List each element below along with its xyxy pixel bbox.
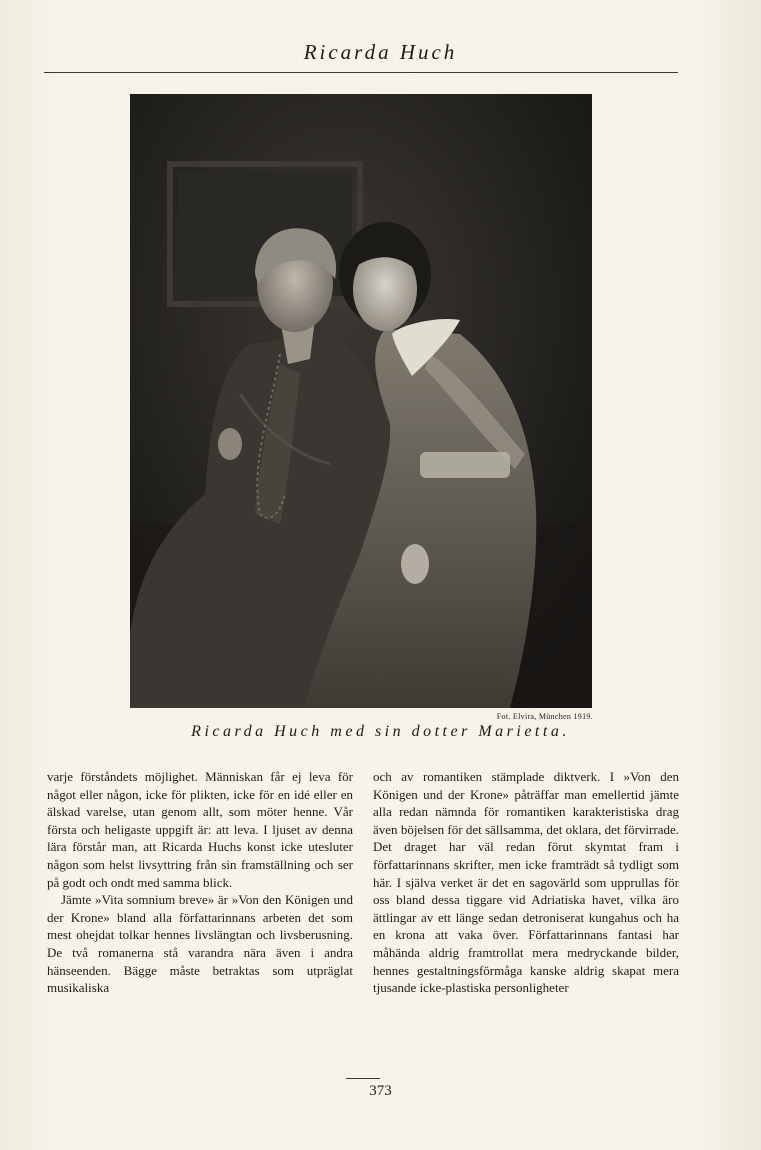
left-text-column	[47, 768, 353, 997]
folio-rule	[346, 1078, 380, 1079]
page-number: 373	[369, 1083, 392, 1099]
paragraph: Jämte »Vita somnium breve» är »Von den Königen und der Krone» bland alla författarinnans arbeten det som mest ohejdat tolkar hennes livslängtan och livsberusning. De två romanerna stå varandra nära även i andra hänseenden. Bägge måste betraktas som utpräglat musikaliska	[47, 892, 353, 996]
running-head: Ricarda Huch	[303, 40, 458, 64]
header-rule	[44, 72, 678, 73]
paragraph: och av romantiken stämplade diktverk. I »Von den Königen und der Krone» påträffar man emellertid jämte alla redan nämnda för romantiken karakteristiska drag även böjelsen för det sällsamma, det oklara, det förvirrade. Det draget har väl redan förut skymtat fram i författarinnans skrifter, men icke framträdt så tydligt som här. I själva verket är det en sagovärld som upprullas för oss bland dessa tiggare vid Adriatiska havet, vilka äro ättlingar av ett länge sedan detroniserat kungahus och ha en krona att vaka över. Författarinnans fantasi har måhända aldrig framtrollat mera medryckande bilder, hennes gestaltningsförmåga kanske aldrig skapat mera tjusande icke-plastiska personligheter	[373, 769, 679, 996]
photo-caption: Ricarda Huch med sin dotter Marietta.	[191, 723, 570, 740]
right-text-column	[373, 768, 679, 997]
portrait-photograph	[130, 94, 592, 708]
paragraph: varje förståndets möjlighet. Människan får ej leva för något eller någon, icke för plikten, icke för en idé eller en älskad varelse, utan genom allt, som möter henne. Vår första och heligaste uppgift är: att leva. I ljuset av denna lära förstår man, att Ricarda Huchs konst icke utesluter någon som helst livsyttring från sin framställning och ser på godt och ondt med samma blick.	[47, 769, 353, 890]
photo-credit: Fot. Elvira, München 1919.	[496, 712, 593, 721]
